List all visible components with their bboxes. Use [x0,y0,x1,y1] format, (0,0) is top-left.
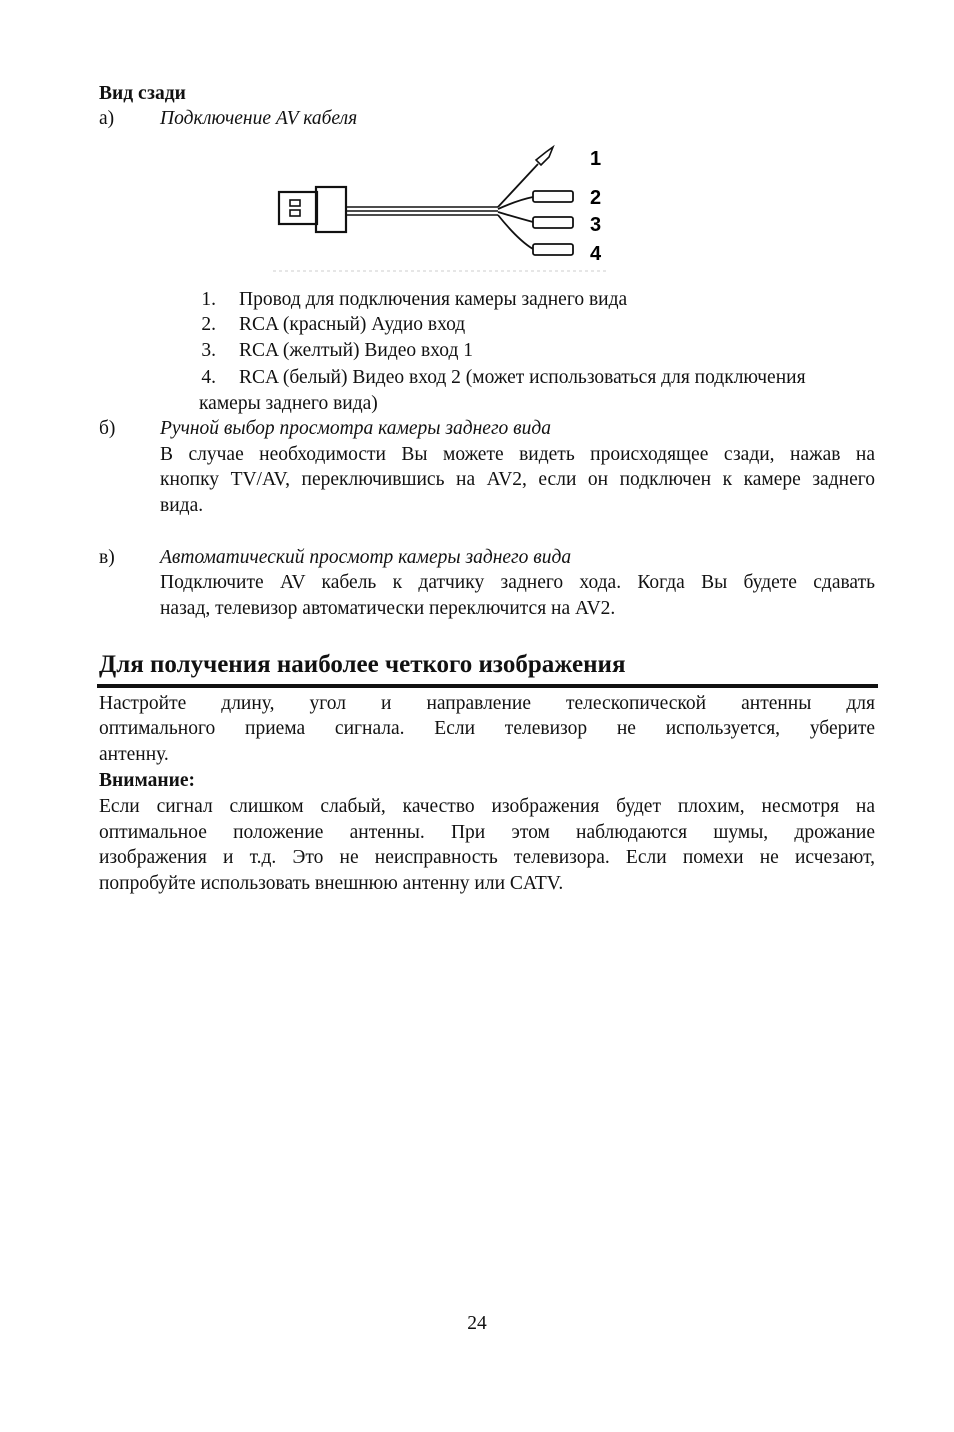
attention-line: Если сигнал слишком слабый, качество изображения будет плохим, несмотря на [99,796,875,817]
item-a-title: Подключение AV кабеля [160,108,358,129]
item-b-line: вида. [160,495,204,516]
callout-2: 2 [590,187,602,209]
av-cable-diagram [268,140,613,275]
callout-1: 1 [590,148,602,170]
section-title: Вид сзади [99,83,186,104]
antenna-line: оптимального приема сигнала. Если телевизор не используется, уберите [99,718,875,739]
antenna-line: Настройте длину, угол и направление телескопической антенны для [99,693,875,714]
item-c-line: Подключите AV кабель к датчику заднего хода. Когда Вы будете сдавать [160,572,875,593]
item-a-marker: а) [99,108,115,129]
callout-3: 3 [590,214,602,236]
plug-body [316,187,346,232]
list-item-continuation: камеры заднего вида) [199,393,378,414]
section-heading: Для получения наиболее четкого изображения [99,651,626,678]
item-b-title: Ручной выбор просмотра камеры заднего вида [160,418,551,439]
antenna-line: антенну. [99,744,169,765]
plug-tip [279,192,317,224]
rca-plug-yellow [533,217,573,228]
item-b-marker: б) [99,418,116,439]
list-item-number: 3. [201,340,216,361]
rca-plug-red [533,191,573,202]
attention-line: оптимальное положение антенны. При этом наблюдаются шумы, дрожание [99,822,875,843]
list-item-text: RCA (желтый) Видео вход 1 [239,340,474,361]
list-item-text: Провод для подключения камеры заднего вида [239,289,628,310]
camera-wire-end [536,147,553,165]
attention-line: попробуйте использовать внешнюю антенну или CATV. [99,873,564,894]
list-item-number: 4. [201,367,216,388]
item-c-line: назад, телевизор автоматически переключится на AV2. [160,598,616,619]
plug-pin-upper [290,200,300,206]
rca-wire-red [498,197,533,209]
item-c-title: Автоматический просмотр камеры заднего вида [160,547,572,568]
rca-plug-white [533,244,573,255]
plug-pin-lower [290,210,300,216]
callout-4: 4 [590,243,602,265]
item-b-line: В случае необходимости Вы можете видеть происходящее сзади, нажав на [160,444,875,465]
page-number: 24 [467,1313,487,1334]
list-item-number: 1. [201,289,216,310]
list-item-number: 2. [201,314,216,335]
heading-rule [97,684,878,688]
item-b-line: кнопку TV/AV, переключившись на AV2, если он подключен к камере заднего [160,469,875,490]
attention-line: изображения и т.д. Это не неисправность телевизора. Если помехи не исчезают, [99,847,875,868]
list-item-text: RCA (красный) Аудио вход [239,314,466,335]
item-c-marker: в) [99,547,115,568]
list-item-text: RCA (белый) Видео вход 2 (может использоваться для подключения [239,367,806,388]
attention-label: Внимание: [99,770,195,791]
av-cable-illustration [268,140,613,275]
